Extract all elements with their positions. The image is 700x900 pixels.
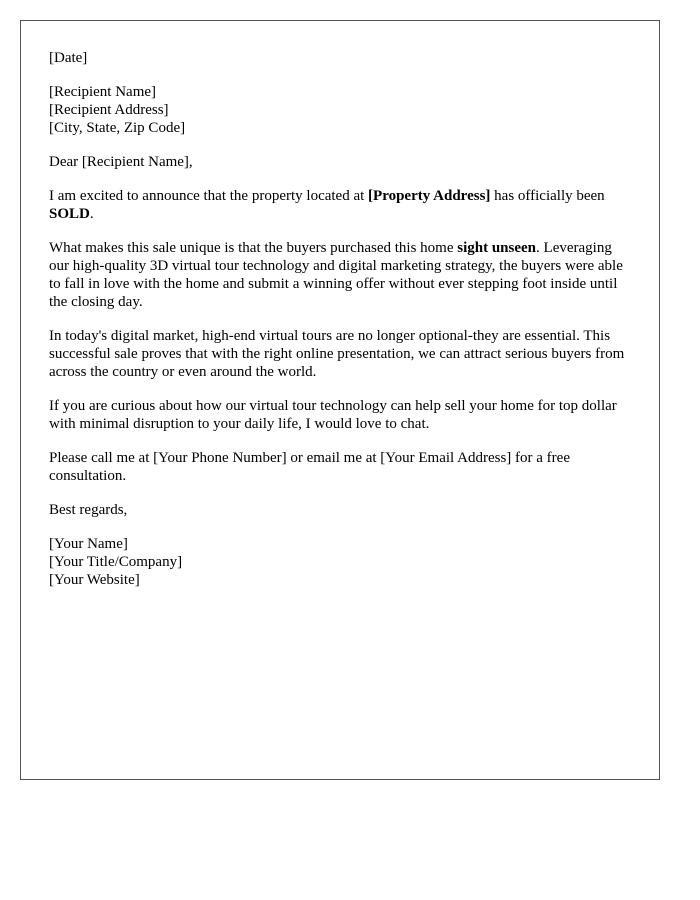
sold-text: SOLD (49, 206, 90, 222)
digital-market-paragraph: In today's digital market, high-end virtual tours are no longer optional-they are essential. This successful sale proves that with the right online presentation, we can attract serious buyers from across the country or even around the world. (49, 328, 625, 380)
announcement-mid: has officially been (490, 188, 605, 204)
unique-sale-paragraph (49, 239, 633, 311)
closing: Best regards, (49, 502, 128, 518)
recipient-address: [Recipient Address] (49, 102, 169, 118)
contact-paragraph: Please call me at [Your Phone Number] or email me at [Your Email Address] for a free consultation. (49, 450, 570, 484)
recipient-name: [Recipient Name] (49, 84, 157, 100)
announcement-pre: I am excited to announce that the property located at (49, 188, 369, 204)
announcement-paragraph (49, 187, 633, 223)
signature-block (49, 535, 633, 589)
announcement-post: . (89, 206, 94, 222)
signature-title: [Your Title/Company] (49, 554, 183, 570)
salutation: Dear [Recipient Name], (49, 154, 193, 170)
unique-post: . Leveraging our high-quality 3D virtual tour technology and digital marketing strategy, the buyers were able to fall in love with the home and submit a winning offer without ever stepping foot inside until the closing day. (49, 240, 623, 310)
signature-website: [Your Website] (49, 572, 140, 588)
sight-unseen-text: sight unseen (457, 240, 537, 256)
recipient-block (49, 83, 633, 137)
letter-body (49, 49, 633, 605)
unique-pre: What makes this sale unique is that the buyers purchased this home (49, 240, 458, 256)
property-address: [Property Address] (368, 188, 491, 204)
letter-date: [Date] (49, 50, 88, 66)
letter-page (20, 20, 660, 780)
signature-name: [Your Name] (49, 536, 128, 552)
recipient-city: [City, State, Zip Code] (49, 120, 186, 136)
invitation-paragraph: If you are curious about how our virtual tour technology can help sell your home for top dollar with minimal disruption to your daily life, I would love to chat. (49, 398, 617, 432)
